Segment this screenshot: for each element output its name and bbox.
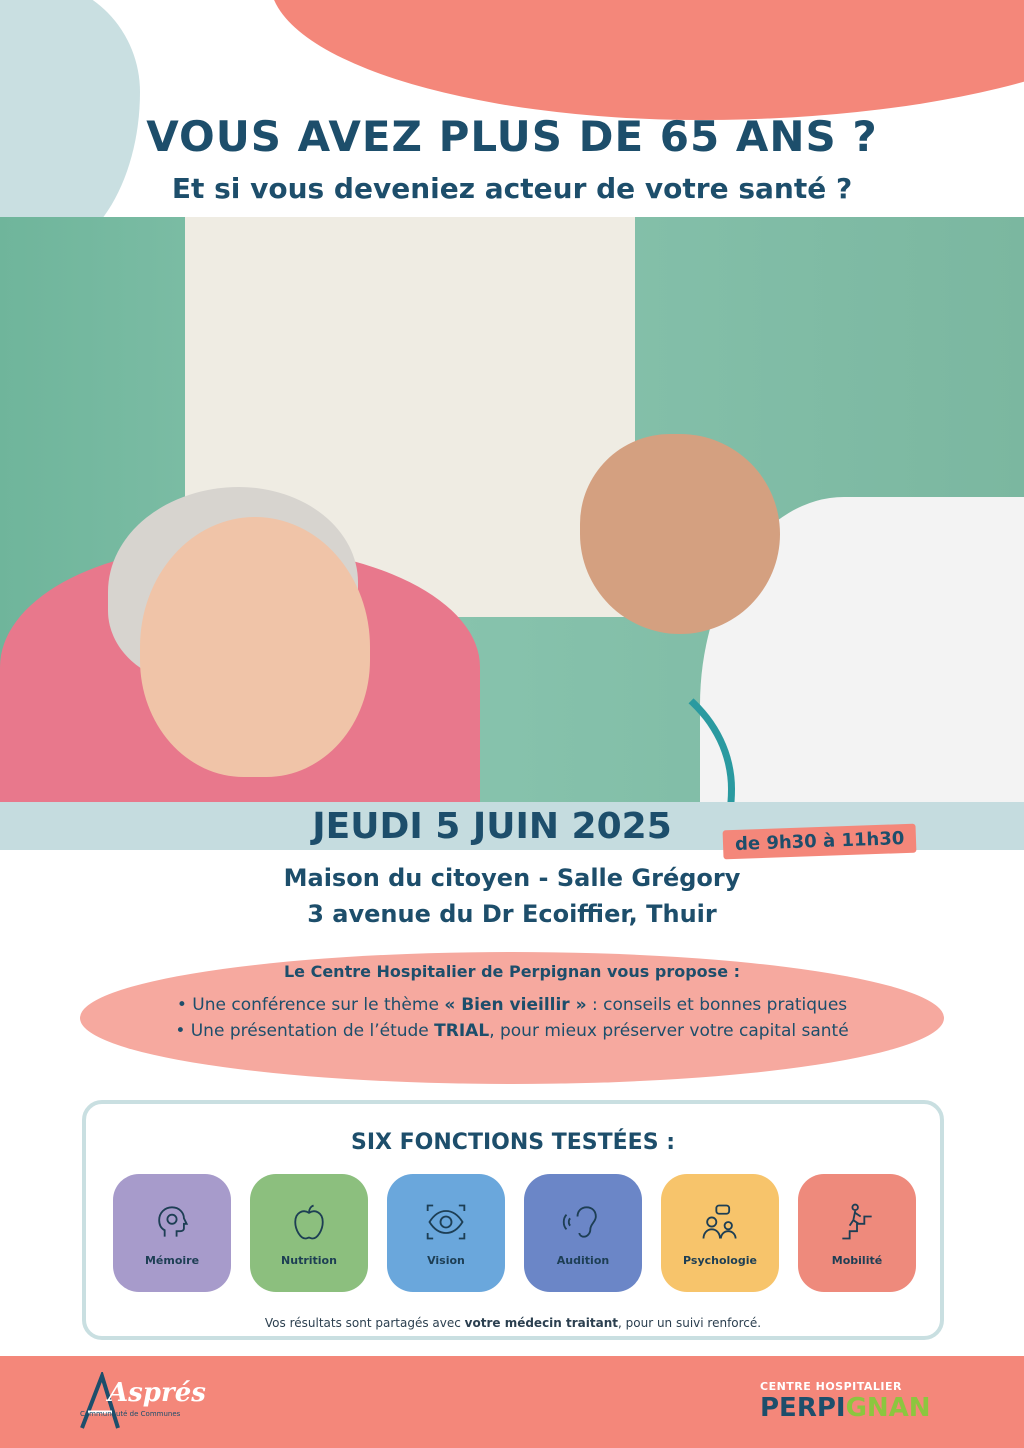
ear-icon: [561, 1200, 605, 1244]
people-talk-icon: [698, 1200, 742, 1244]
event-date: JEUDI 5 JUIN 2025: [312, 806, 672, 847]
tile-vision: Vision: [387, 1174, 505, 1292]
apple-icon: [287, 1200, 331, 1244]
offer-item-trial: • Une présentation de l’étude TRIAL, pour mieux préserver votre capital santé: [175, 1021, 849, 1041]
stairs-icon: [835, 1200, 879, 1244]
tile-mobilite: Mobilité: [798, 1174, 916, 1292]
functions-box: [82, 1100, 944, 1340]
functions-title: SIX FONCTIONS TESTÉES :: [351, 1130, 675, 1155]
tile-memoire: Mémoire: [113, 1174, 231, 1292]
stethoscope-tube: [355, 657, 735, 802]
results-note: Vos résultats sont partagés avec votre médecin traitant, pour un suivi renforcé.: [264, 1316, 762, 1330]
ch-perpignan-logo: CENTRE HOSPITALIER PERPIGNAN: [760, 1380, 931, 1423]
tile-psychologie: Psychologie: [661, 1174, 779, 1292]
doctor-patient-photo: [0, 217, 1024, 802]
aspres-logo: Asprés Communauté de Communes: [80, 1372, 190, 1432]
venue-address: 3 avenue du Dr Ecoiffier, Thuir: [307, 900, 717, 928]
tile-nutrition: Nutrition: [250, 1174, 368, 1292]
offer-panel: [80, 952, 944, 1084]
head-gear-icon: [150, 1200, 194, 1244]
event-time-badge: de 9h30 à 11h30: [723, 824, 917, 860]
footer: [0, 1356, 1024, 1448]
tile-audition: Audition: [524, 1174, 642, 1292]
offer-item-conference: • Une conférence sur le thème « Bien vieillir » : conseils et bonnes pratiques: [176, 995, 848, 1015]
page-title: VOUS AVEZ PLUS DE 65 ANS ?: [146, 112, 878, 161]
venue-name: Maison du citoyen - Salle Grégory: [283, 864, 741, 892]
eye-icon: [424, 1200, 468, 1244]
decorative-coral-shape: [270, 0, 1024, 120]
page-subtitle: Et si vous deveniez acteur de votre santé ?: [171, 172, 853, 205]
offer-title: Le Centre Hospitalier de Perpignan vous propose :: [283, 962, 741, 981]
